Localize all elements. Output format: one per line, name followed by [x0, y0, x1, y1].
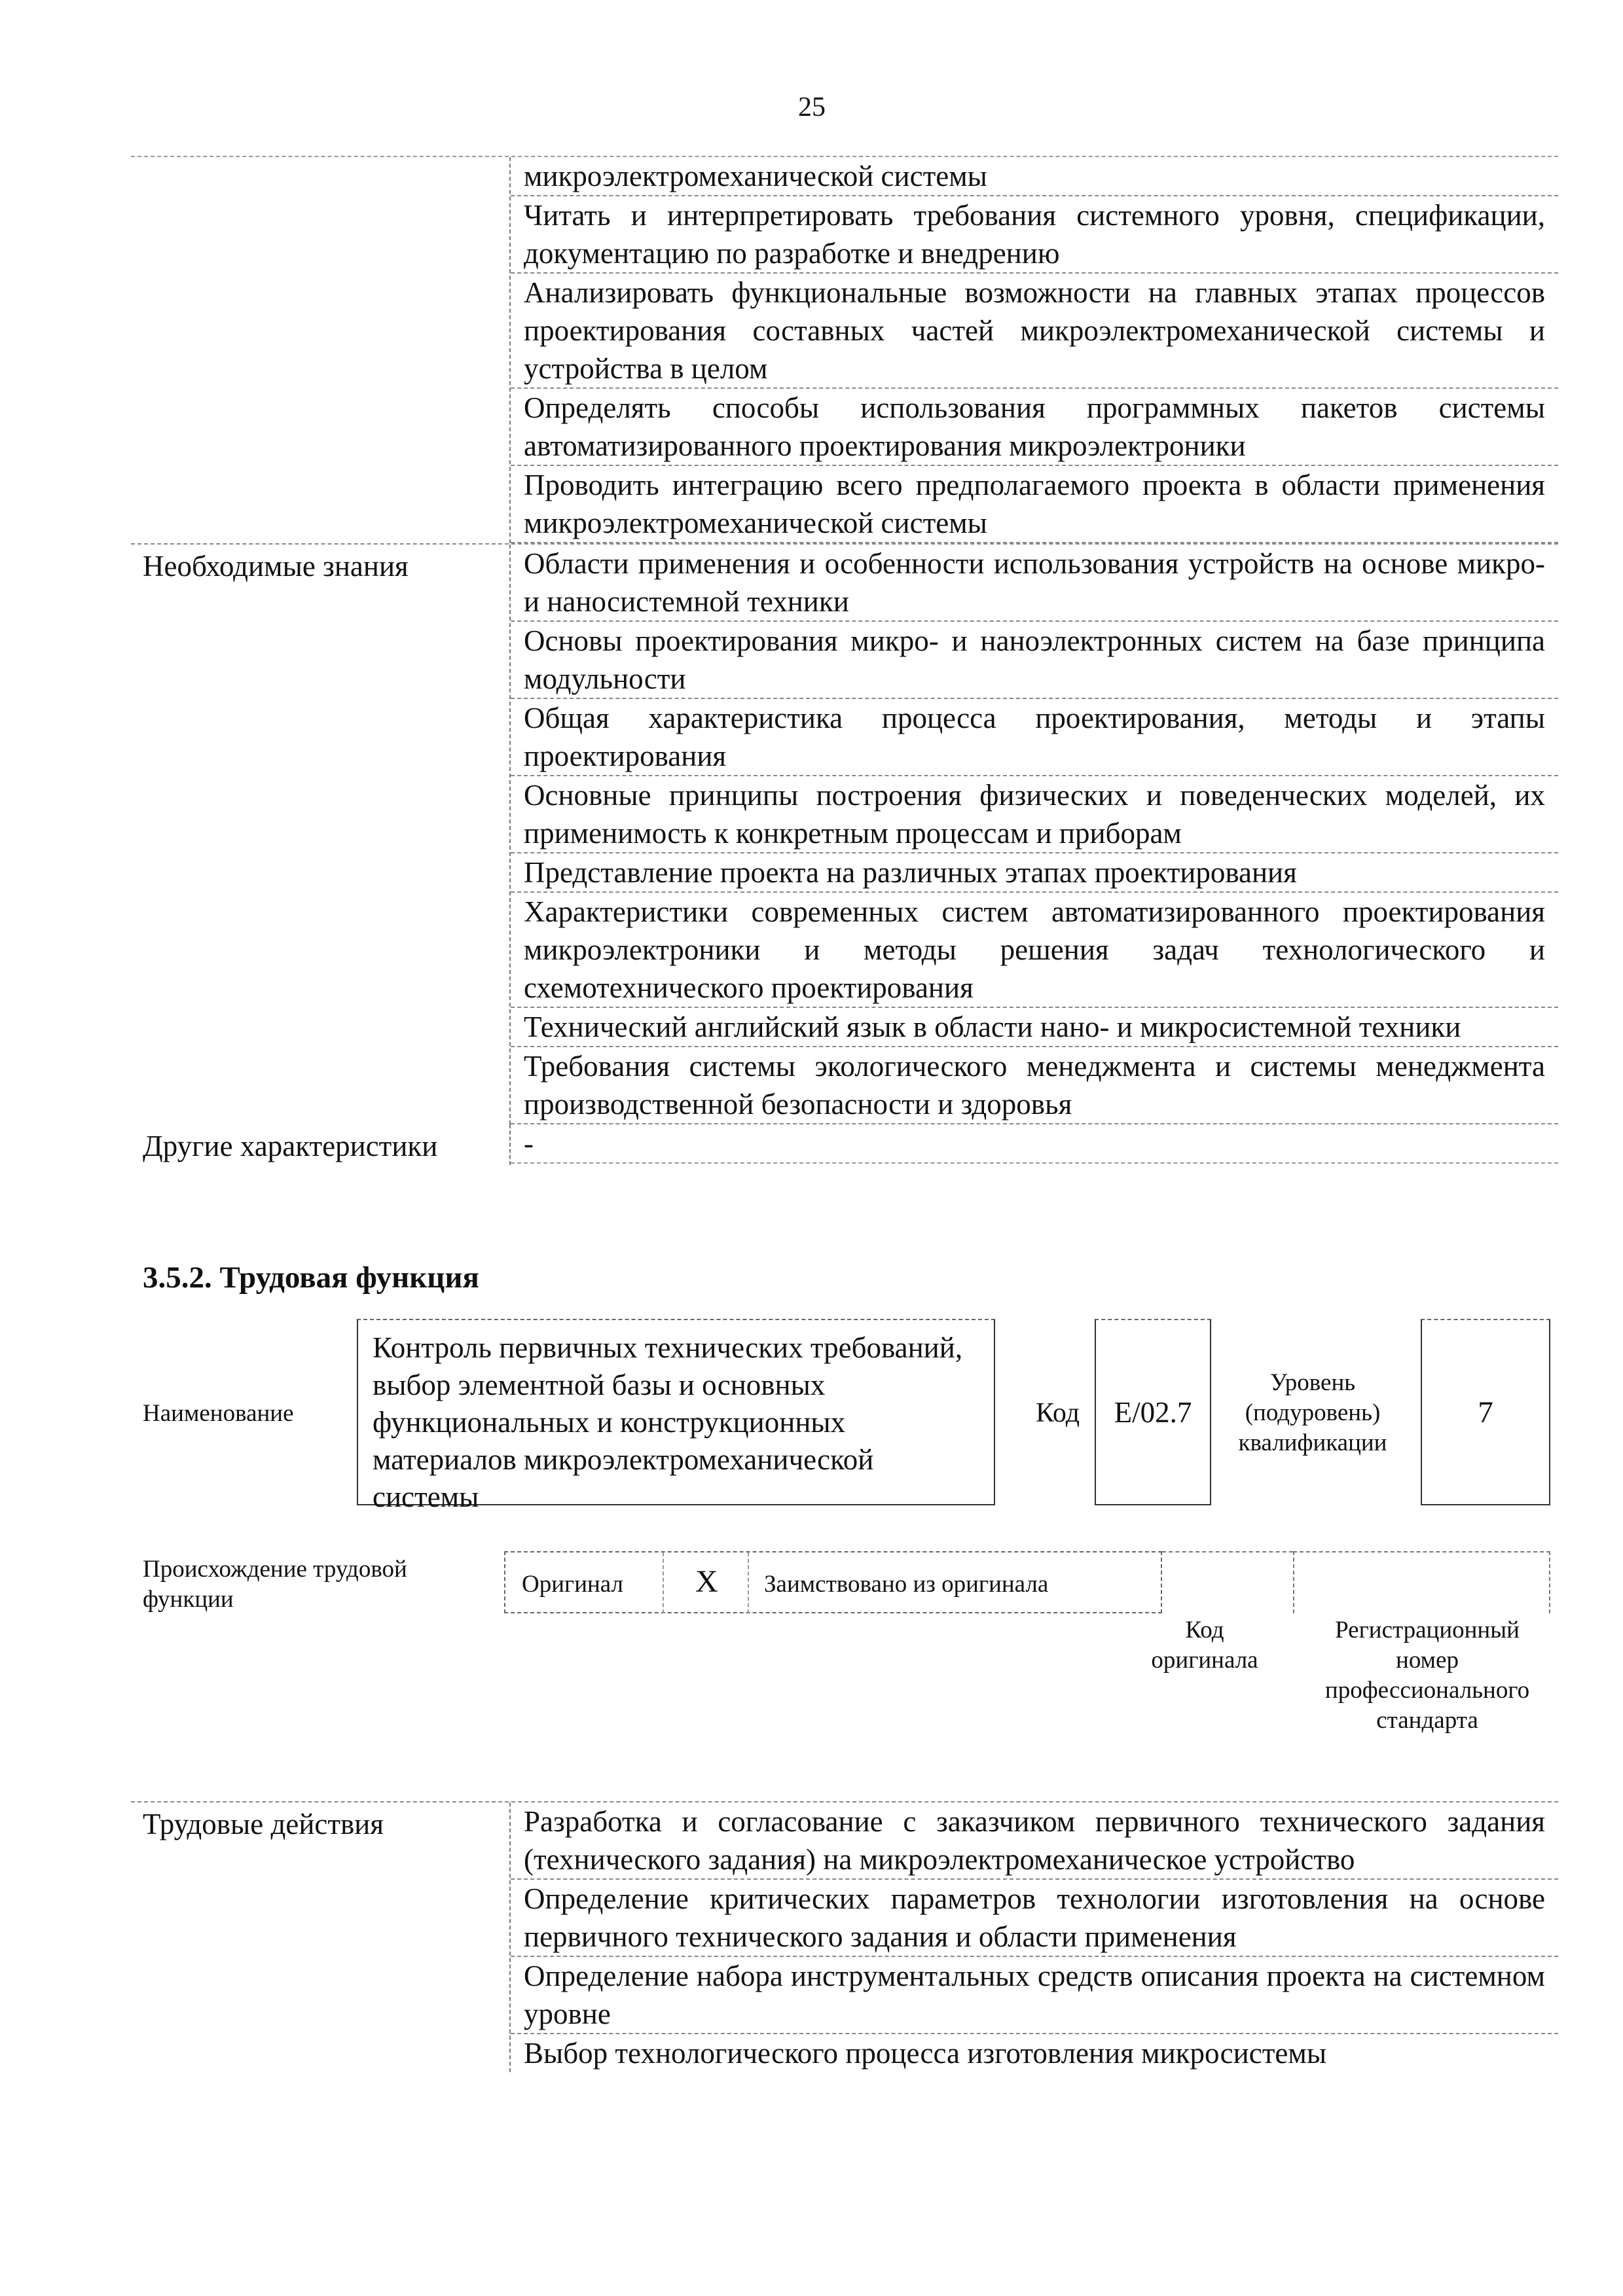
function-name: Контроль первичных технических требований, выбор элементной базы и основных функциональных и конструкционных материалов микроэлектромеханической системы [373, 1331, 963, 1513]
origin-mark: X [695, 1564, 718, 1599]
knowledge-item: Представление проекта на различных этапах проектирования [511, 853, 1558, 893]
code-value: E/02.7 [1114, 1395, 1192, 1429]
function-name-box [357, 1319, 995, 1513]
code-box [1095, 1319, 1211, 1505]
actions-label: Трудовые действия [131, 1803, 511, 2072]
knowledge-item: Области применения и особенности использования устройств на основе микро- и наносистемной техники [511, 545, 1558, 622]
reg-number-caption: Регистрационный номер профессионального стандарта [1324, 1617, 1530, 1734]
origin-reg-box [1293, 1551, 1550, 1613]
origin-original-label: Оригинал [522, 1571, 624, 1598]
requirements-table [131, 156, 1558, 1165]
other-label: Другие характеристики [131, 1124, 511, 1165]
actions-row [131, 1803, 1558, 2072]
level-value: 7 [1478, 1395, 1493, 1429]
knowledge-label: Необходимые знания [131, 545, 511, 1124]
origin-label [143, 1554, 470, 1615]
section-title: 3.5.2. Трудовая функция [143, 1261, 479, 1295]
action-item: Определение набора инструментальных средств описания проекта на системном уровне [511, 1957, 1558, 2034]
origin-box [504, 1551, 1162, 1613]
action-item: Выбор технологического процесса изготовления микросистемы [524, 2037, 1327, 2070]
name-label: Наименование [143, 1400, 294, 1427]
labor-actions-table [131, 1801, 1558, 2072]
origin-code-box [1162, 1551, 1293, 1613]
knowledge-item: Основы проектирования микро- и наноэлектронных систем на базе принципа модульности [511, 622, 1558, 699]
knowledge-item: Требования системы экологического менеджмента и системы менеджмента производственной безопасности и здоровья [511, 1047, 1558, 1124]
knowledge-row [131, 543, 1558, 1124]
other-row [131, 1124, 1558, 1165]
other-value: - [511, 1124, 1558, 1164]
skill-item: микроэлектромеханической системы [511, 157, 1558, 196]
code-label: Код [1036, 1398, 1080, 1428]
knowledge-item: Характеристики современных систем автоматизированного проектирования микроэлектроники и методы решения задач технологического и схемотехнического проектирования [511, 893, 1558, 1008]
skill-item: Читать и интерпретировать требования системного уровня, спецификации, документацию по разработке и внедрению [511, 196, 1558, 274]
level-label: Уровень (подуровень) квалификации [1238, 1369, 1387, 1456]
knowledge-items [511, 545, 1558, 1124]
knowledge-item: Основные принципы построения физических и поведенческих моделей, их применимость к конкретным процессам и приборам [511, 776, 1558, 853]
skills-items [511, 157, 1558, 543]
skill-item: Анализировать функциональные возможности на главных этапах процессов проектирования составных частей микроэлектромеханической системы и устройства в целом [511, 274, 1558, 389]
actions-items [511, 1803, 1558, 2072]
other-items [511, 1124, 1558, 1165]
level-box [1421, 1319, 1550, 1505]
origin-label-text: Происхождение трудовой функции [143, 1556, 407, 1613]
page-number: 25 [798, 92, 826, 122]
knowledge-item: Общая характеристика процесса проектирования, методы и этапы проектирования [511, 699, 1558, 776]
skill-item: Проводить интеграцию всего предполагаемого проекта в области применения микроэлектромеханической системы [511, 466, 1558, 543]
origin-separator [663, 1552, 665, 1613]
code-original-caption: Код оригинала [1151, 1617, 1258, 1674]
skills-label-cell [131, 157, 511, 543]
skill-item: Определять способы использования программных пакетов системы автоматизированного проектирования микроэлектроники [511, 389, 1558, 466]
action-item: Определение критических параметров технологии изготовления на основе первичного технического задания и области применения [511, 1880, 1558, 1957]
skills-row [131, 157, 1558, 543]
knowledge-item: Технический английский язык в области нано- и микросистемной техники [511, 1008, 1558, 1047]
origin-separator [748, 1552, 750, 1613]
action-item: Разработка и согласование с заказчиком первичного технического задания (технического задания) на микроэлектромеханическое устройство [511, 1803, 1558, 1880]
origin-borrowed-label: Заимствовано из оригинала [764, 1571, 1049, 1598]
